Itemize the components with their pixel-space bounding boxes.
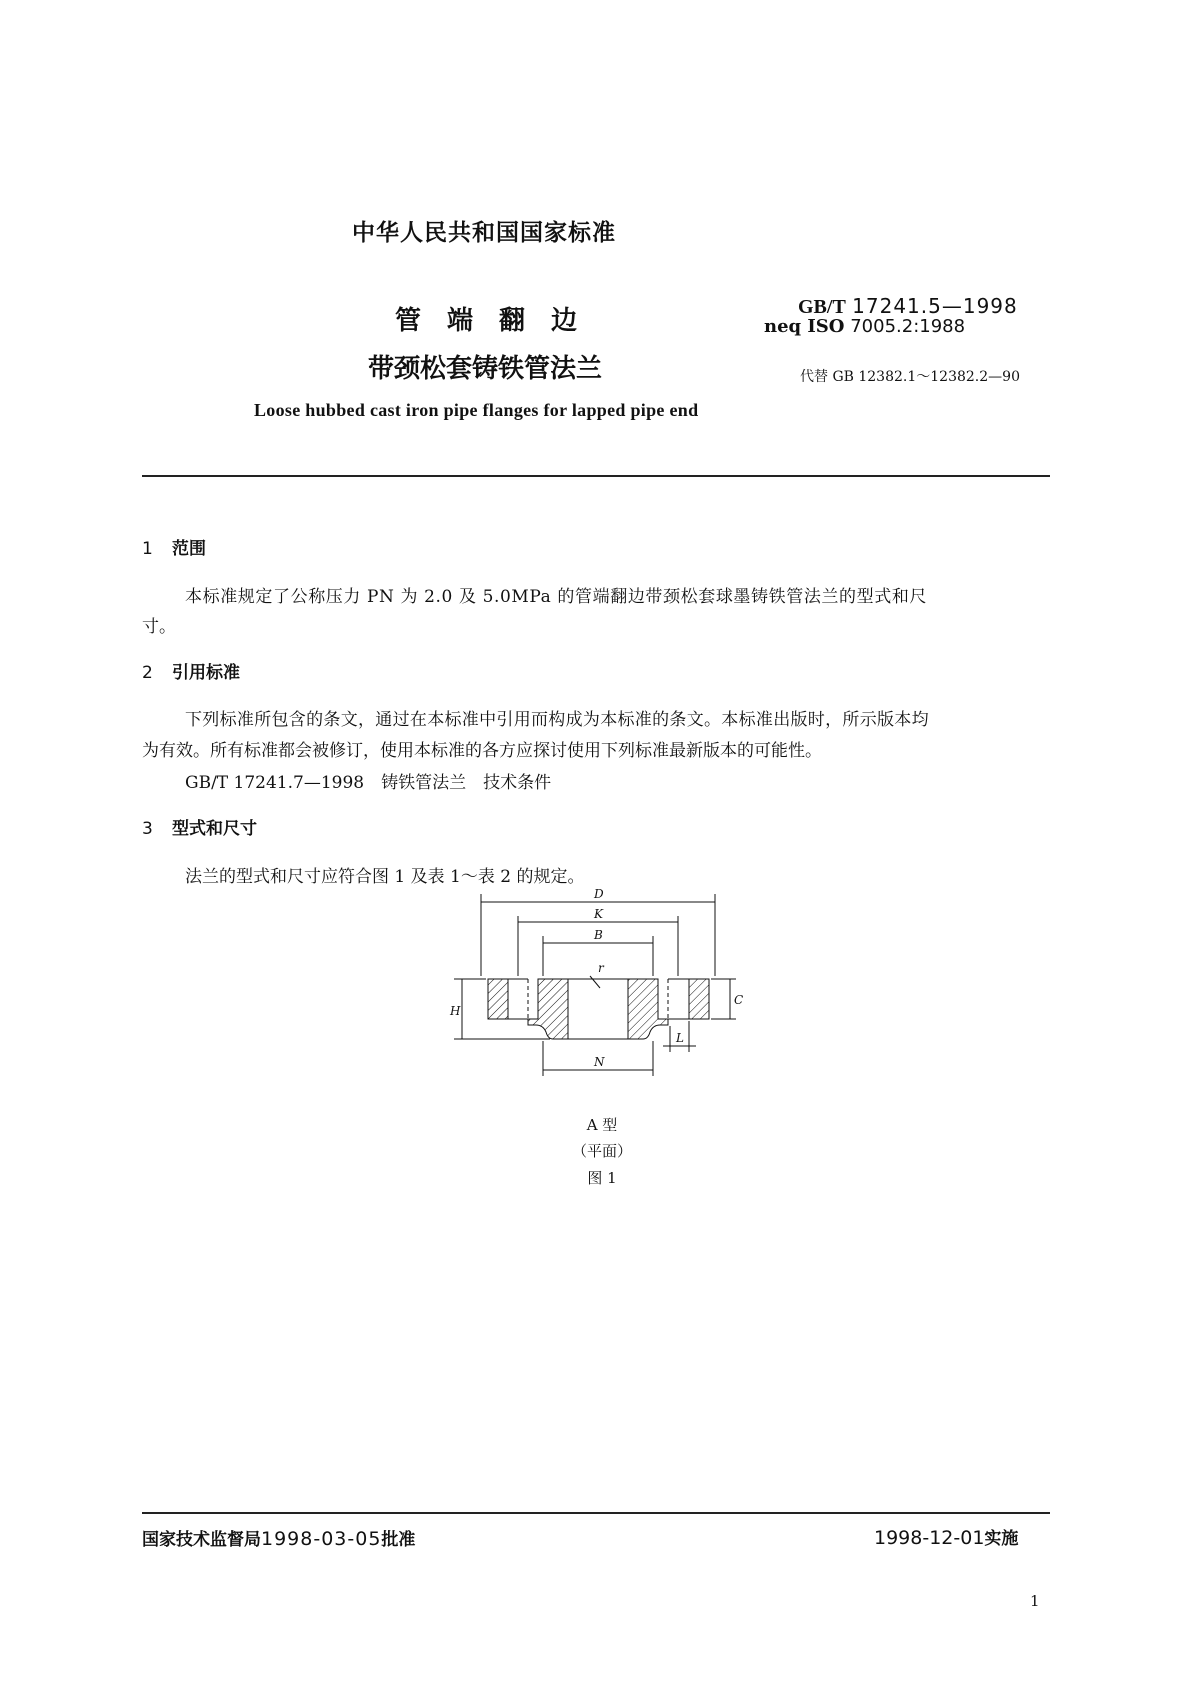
page-number: 1 [1030,1592,1040,1610]
section-1-heading [142,534,206,559]
section-2-reference: GB/T 17241.7—1998 铸铁管法兰 技术条件 [185,773,552,793]
neq-code-prefix: neq ISO [764,316,845,337]
approved-date: 1998-03-05 [261,1528,382,1550]
label-l: L [676,1031,684,1045]
label-d: D [594,887,604,901]
title-cn-line2: 带颈松套铸铁管法兰 [368,354,603,384]
section-number: 2 [142,663,153,683]
label-h: H [450,1004,461,1018]
neq-code-number: 7005.2:1988 [850,316,966,337]
approved-by: 国家技术监督局 [142,1530,261,1550]
standard-code-number: 17241.5—1998 [852,294,1018,318]
section-title: 引用标准 [172,663,240,683]
standard-code-prefix: GB/T [798,296,846,318]
flange-section-right-outer [689,979,709,1019]
leader-r [590,976,600,988]
section-title: 型式和尺寸 [172,819,257,839]
label-k: K [594,907,603,921]
approved-suffix: 批准 [381,1530,416,1550]
effective-line [874,1524,1018,1549]
section-number: 3 [142,819,153,839]
section-2-paragraph-line2: 为有效。所有标准都会被修订，使用本标准的各方应探讨使用下列标准最新版本的可能性。 [142,741,822,761]
section-title: 范围 [172,539,206,559]
effective-date: 1998-12-01 [874,1527,985,1549]
section-3-paragraph: 法兰的型式和尺寸应符合图 1 及表 1～表 2 的规定。 [185,867,585,887]
hub-section-right [628,979,668,1039]
footer-divider [142,1512,1050,1514]
figure-caption-number: 图 1 [587,1169,617,1187]
section-number: 1 [142,539,153,559]
label-b: B [594,928,603,942]
label-c: C [734,993,744,1007]
section-3-heading [142,814,257,839]
approval-line [142,1525,415,1550]
section-1-paragraph-line2: 寸。 [142,617,176,637]
title-cn-line1: 管 端 翻 边 [395,306,578,336]
label-n: N [594,1055,605,1069]
header-divider [142,475,1050,477]
replaces-note: 代替 GB 12382.1～12382.2—90 [800,369,1020,385]
effective-suffix: 实施 [984,1529,1019,1549]
label-r: r [598,961,604,975]
section-1-paragraph-line1: 本标准规定了公称压力 PN 为 2.0 及 5.0MPa 的管端翻边带颈松套球墨铸铁管法兰的型式和尺 [185,587,928,607]
neq-code [764,316,965,337]
hub-section-left [528,979,568,1039]
flange-section-left-outer [488,979,508,1019]
section-2-paragraph-line1: 下列标准所包含的条文，通过在本标准中引用而构成为本标准的条文。本标准出版时，所示版本均 [185,710,929,730]
figure-caption-type: A 型 [586,1116,618,1134]
country-standard-heading: 中华人民共和国国家标准 [352,220,616,246]
figure-caption-sub: （平面） [571,1142,632,1160]
section-2-heading [142,658,240,683]
flange-drawing [440,880,760,1080]
title-en: Loose hubbed cast iron pipe flanges for lapped pipe end [254,400,699,420]
